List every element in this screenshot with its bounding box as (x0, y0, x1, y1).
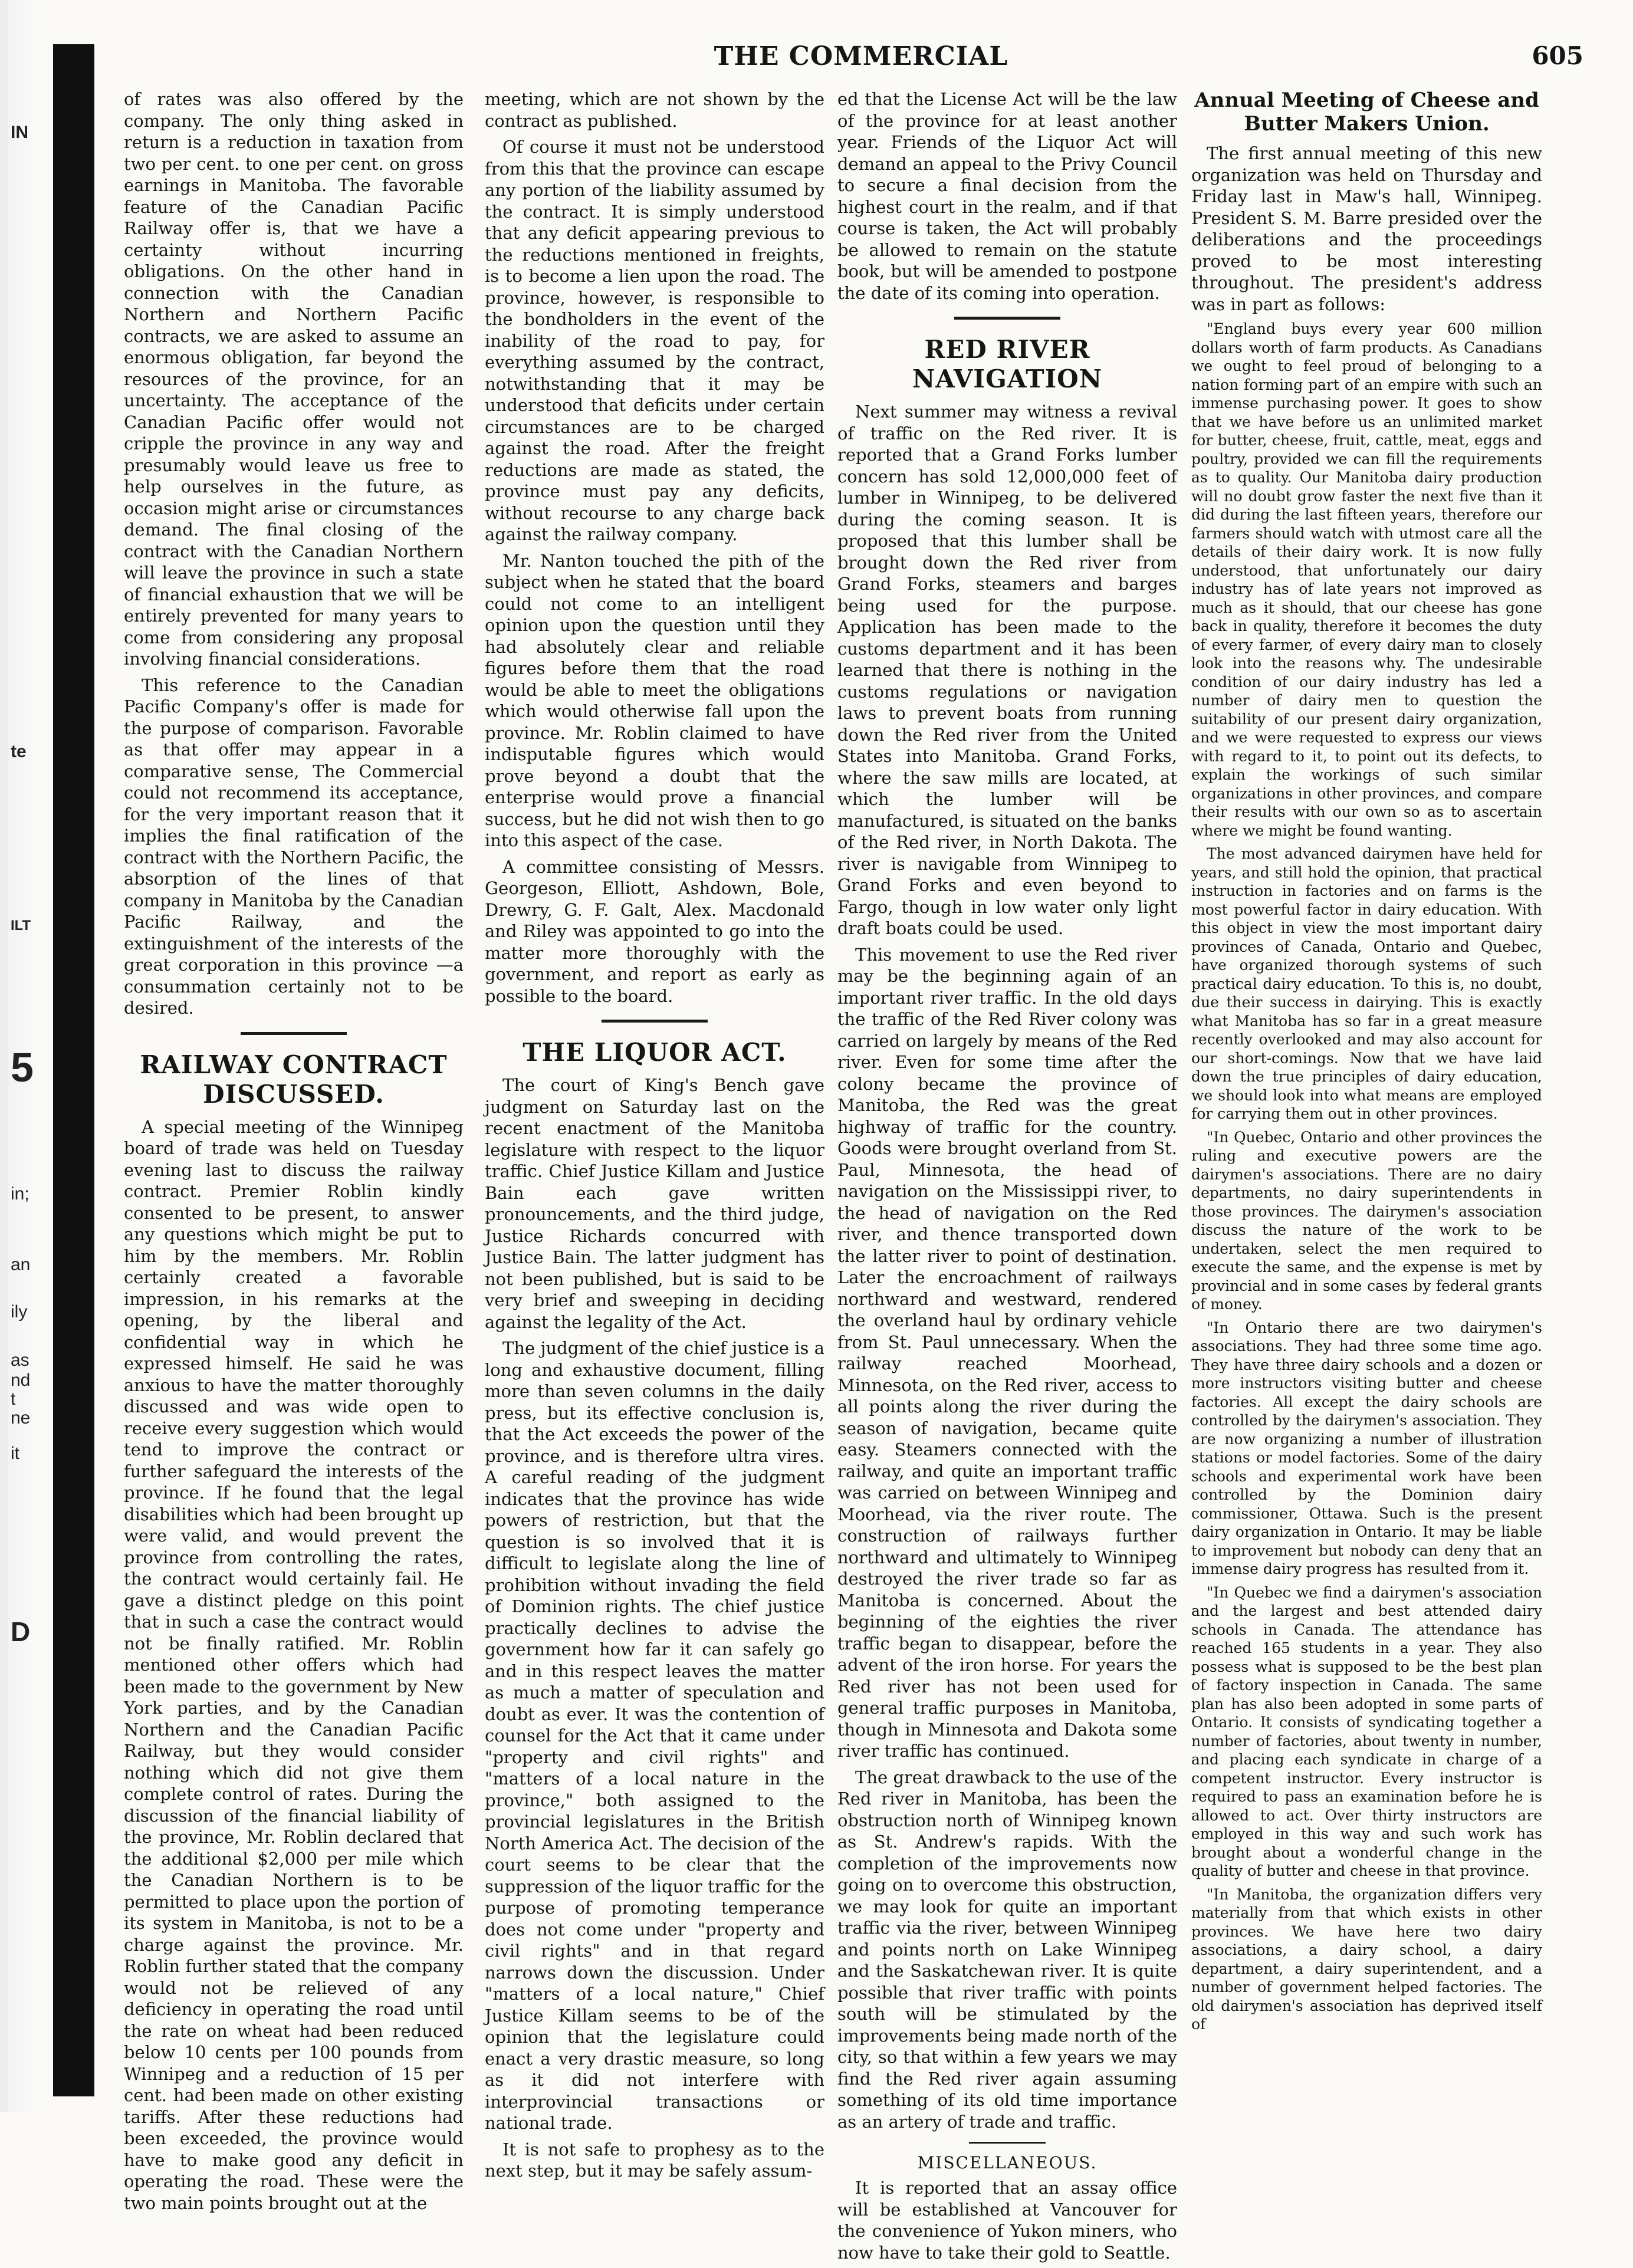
paragraph: The great drawback to the use of the Red river in Manitoba, has been the obstruction north of Winnipeg known as St. Andrew's rapids. With the completion of the improvements now going on to overcome this obstruction, we may look for quite an important traffic via the river, between Winnipeg and points north on Lake Winnipeg and the Saskatchewan river. It is quite possible that river traffic with points south will be stimulated by the improvements being made north of the city, so that within a few years we may find the Red river again assuming something of its old time importance as an artery of trade and traffic. (837, 1767, 1177, 2132)
paragraph: The most advanced dairymen have held for years, and still hold the opinion, that practical instruction in factories and on farms is the most powerful factor in dairy education. With this object in view the most important dairy provinces of Canada, Ontario and Quebec, have organized thorough systems of such practical dairy education. To this is, no doubt, due their success in dairying. This is exactly what Manitoba has so far in a great measure recently overlooked and may also account for our short-comings. Now that we have laid down the true principles of dairy education, we should look into what means are employed for carrying them out in other provinces. (1191, 845, 1542, 1122)
column-4 (1191, 88, 1542, 2039)
margin-fragment: t (11, 1389, 16, 1409)
section-rule (969, 2142, 1046, 2144)
margin-fragment: it (11, 1444, 19, 1463)
column-1 (124, 88, 464, 2218)
section-rule (602, 1020, 708, 1023)
paragraph: "In Quebec, Ontario and other provinces the ruling and executive powers are the dairymen's associations. There are no dairy departments, no dairy superintendents in those provinces. The dairymen's association discuss the nature of the work to be undertaken, select the men required to execute the same, and the expense is met by provincial and in some cases by federal grants of money. (1191, 1128, 1542, 1313)
paragraph: The judgment of the chief justice is a long and exhaustive document, filling more than seven columns in the daily press, but its effective conclusion is, that the Act exceeds the power of the province, and is therefore ultra vires. A careful reading of the judgment indicates that the province has wide powers of restriction, but that the question is so involved that it is difficult to legislate along the line of prohibition without invading the field of Dominion rights. The chief justice practically declines to advise the government how far it can safely go and in this respect leaves the matter as much a matter of speculation and doubt as ever. It was the contention of counsel for the Act that it came under "property and civil rights" and "matters of a local nature in the province," both assigned to the provincial legislatures in the British North America Act. The decision of the court seems to be clear that the suppression of the liquor traffic for the purpose of promoting temperance does not come under "property and civil rights" and in that regard narrows down the discussion. Under "matters of a local nature," Chief Justice Killam seems to be of the opinion that the legislature could enact a very drastic measure, so long as it did not interfere with interprovincial transactions or national trade. (485, 1338, 824, 2133)
article-heading: RED RIVER NAVIGATION (912, 335, 1103, 393)
paragraph: "England buys every year 600 million dollars worth of farm products. As Canadians we ought to feel proud of belonging to a nation forming part of an empire with such an immense purchasing power. It goes to show that we have before us an unlimited market for butter, cheese, fruit, cattle, meat, eggs and poultry, provided we can fill the requirements as to quality. Our Manitoba dairy production will no doubt grow faster the next five than it did during the last fifteen years, therefore our farmers should watch with utmost care all the details of their dairy work. It is now fully understood, that unfortunately our dairy industry has of late years not improved as much as it should, that our cheese has gone back in quality, therefore it becomes the duty of every farmer, of every dairy man to closely look into the reasons why. The undesirable condition of our dairy industry has led a number of dairy men to question the suitability of our present dairy organization, and we were requested to express our views with regard to it, to point out its defects, to explain the workings of such similar organizations in other provinces, and compare their results with our own so as to ascertain where we might be found wanting. (1191, 320, 1542, 839)
margin-fragment: IN (11, 123, 28, 142)
paragraph: meeting, which are not shown by the contract as published. (485, 89, 824, 131)
margin-fragment: nd (11, 1370, 31, 1390)
page-edge (0, 0, 8, 2112)
paragraph: "In Manitoba, the organization differs very materially from that which exists in other provinces. We have here two dairy associations, a dairy school, a dairy department, a dairy superintendent, and a number of government helped factories. The old dairymen's association has deprived itself of (1191, 1885, 1542, 2033)
paragraph: The first annual meeting of this new organization was held on Thursday and Friday last in Maw's hall, Winnipeg. President S. M. Barre presided over the deliberations and the proceedings proved to be most interesting throughout. The president's address was in part as follows: (1191, 143, 1542, 314)
binding-bar (53, 44, 94, 2096)
paragraph: Of course it must not be understood from this that the province can escape any portion of the liability assumed by the contract. It is simply understood that any deficit appearing previous to the reductions mentioned in freights, is to become a lien upon the road. The province, however, is responsible to the bondholders in the event of the inability of the road to pay, for everything assumed by the contract, notwithstanding that it may be understood that deficits under certain circumstances are to be charged against the road. After the freight reductions are made as stated, the province must pay any deficits, without recourse to any charge back against the railway company. (485, 137, 824, 544)
paragraph: This reference to the Canadian Pacific Company's offer is made for the purpose of comparison. Favorable as that offer may appear in a comparative sense, The Commercial could not recommend its acceptance, for the very important reason that it implies the final ratification of the contract with the Northern Pacific, the absorption of the lines of that company in Manitoba by the Canadian Pacific Railway, and the extinguishment of the interests of the great corporation in this province —a consummation certainly not to be desired. (124, 675, 464, 1018)
paragraph: The court of King's Bench gave judgment on Saturday last on the recent enactment of the Manitoba legislature with respect to the liquor traffic. Chief Justice Killam and Justice Bain each gave written pronouncements, and the third judge, Justice Richards concurred with Justice Bain. The latter judgment has not been published, but is said to be very brief and sweeping in deciding against the legality of the Act. (485, 1075, 824, 1332)
section-rule (954, 317, 1060, 320)
section-subheading: MISCELLANEOUS. (917, 2153, 1098, 2172)
margin-fragment: D (11, 1616, 31, 1647)
margin-fragment: ne (11, 1408, 31, 1428)
page-header (94, 18, 1628, 83)
column-3 (837, 88, 1177, 2268)
paragraph: "In Quebec we find a dairymen's association and the largest and best attended dairy schools in Canada. The attendance has reached 165 students in a year. They also possess what is supposed to be the best plan of factory inspection in Canada. The same plan has also been adopted in some parts of Ontario. It consists of syndicating together a number of factories, about twenty in number, and placing each syndicate in charge of a competent instructor. Every instructor is required to pass an examination before he is allowed to act. Over thirty instructors are employed in this way and such work has brought about a wonderful change in the quality of butter and cheese in that province. (1191, 1583, 1542, 1879)
page-number: 605 (1532, 41, 1583, 70)
section-rule (241, 1032, 347, 1035)
paragraph: "In Ontario there are two dairymen's associations. They had three some time ago. They have three dairy schools and a dozen or more instructors visiting butter and cheese factories. All except the dairy schools are controlled by the dairymen's association. They are now organizing a number of illustration stations or model factories. Some of the dairy schools and experimental work have been controlled by the Dominion dairy commissioner, Ottawa. Such is the present dairy organization in Ontario. It may be liable to improvement but nobody can deny that an immense dairy progress has resulted from it. (1191, 1319, 1542, 1577)
margin-fragment: as (11, 1350, 29, 1370)
margin-fragment: te (11, 742, 27, 761)
paragraph: ed that the License Act will be the law of the province for at least another year. Friends of the Liquor Act will demand an appeal to the Privy Council to secure a final decision from the highest court in the realm, and if that course is taken, the Act will probably be allowed to remain on the statute book, but will be amended to postpone the date of its coming into operation. (837, 89, 1177, 303)
margin-fragment: ILT (11, 918, 31, 934)
paragraph: It is not safe to prophesy as to the next step, but it may be safely assum- (485, 2139, 824, 2181)
margin-fragment: 5 (11, 1044, 34, 1090)
paragraph: Mr. Nanton touched the pith of the subject when he stated that the board could not come to an intelligent opinion upon the question until they had absolutely clear and reliable figures before them that the road would be able to meet the obligations which would otherwise fall upon the province. Mr. Roblin claimed to have indisputable figures which would prove beyond a doubt that the enterprise would prove a financial success, but he did not wish then to go into this aspect of the case. (485, 550, 824, 850)
margin-strip (0, 0, 53, 2112)
paragraph: This movement to use the Red river may be the beginning again of an important river traffic. In the old days the traffic of the Red River colony was carried on largely by means of the Red river. Even for some time after the colony became the province of Manitoba, the Red was the great highway of traffic for the country. Goods were brought overland from St. Paul, Minnesota, the head of navigation on the Mississippi river, to the head of navigation on the Red river, and thence transported down the latter river to point of destination. Later the encroachment of railways northward and westward, rendered the overland haul by ordinary vehicle from St. Paul unnecessary. When the railway reached Moorhead, Minnesota, on the Red river, access to all points along the river during the season of navigation, became quite easy. Steamers connected with the railway, and quite an important traffic was carried on between Winnipeg and Moorhead, via the river route. The construction of railways further northward and ultimately to Winnipeg destroyed the river trade so far as Manitoba is concerned. About the beginning of the eighties the river traffic began to disappear, before the advent of the iron horse. For years the Red river has not been used for general traffic purposes in Manitoba, though in Minnesota and Dakota some river traffic has continued. (837, 944, 1177, 1761)
margin-fragment: in; (11, 1184, 29, 1204)
article-heading: Annual Meeting of Cheese and Butter Makers Union. (1194, 88, 1539, 136)
paragraph: Next summer may witness a revival of traffic on the Red river. It is reported that a Grand Forks lumber concern has sold 12,000,000 feet of lumber in Winnipeg, to be delivered during the coming season. It is proposed that this lumber shall be brought down the Red river from Grand Forks, steamers and barges being used for the purpose. Application has been made to the customs department and it has been learned that there is nothing in the customs regulations or navigation laws to prevent boats from running down the Red river from the United States into Manitoba. Grand Forks, where the saw mills are located, at which the lumber will be manufactured, is situated on the banks of the Red river, in North Dakota. The river is navigable from Winnipeg to Grand Forks and even beyond to Fargo, though in low water only light draft boats could be used. (837, 402, 1177, 938)
article-heading: RAILWAY CONTRACT DISCUSSED. (140, 1050, 448, 1109)
paragraph: of rates was also offered by the company. The only thing asked in return is a reduction in taxation from two per cent. to one per cent. on gross earnings in Manitoba. The favorable feature of the Canadian Pacific Railway offer is, that we have a certainty without incurring obligations. On the other hand in connection with the Canadian Northern and Northern Pacific contracts, we are asked to assume an enormous obligation, far beyond the resources of the province, for an uncertainty. The acceptance of the Canadian Pacific offer would not cripple the province in any way and presumably would leave us free to help ourselves in the future, as occasion might arise or circumstances demand. The final closing of the contract with the Canadian Northern will leave the province in such a state of financial exhaustion that we will be entirely prevented for many years to come from considering any proposal involving financial considerations. (124, 89, 464, 669)
running-head: THE COMMERCIAL (714, 41, 1008, 71)
column-2 (485, 88, 824, 2187)
margin-fragment: an (11, 1255, 31, 1274)
margin-fragment: ily (11, 1302, 28, 1322)
paragraph: A committee consisting of Messrs. Georgeson, Elliott, Ashdown, Bole, Drewry, G. F. Galt, Alex. Macdonald and Riley was appointed to go into the matter more thoroughly with the government, and report as early as possible to the board. (485, 856, 824, 1006)
paragraph: A special meeting of the Winnipeg board of trade was held on Tuesday evening last to discuss the railway contract. Premier Roblin kindly consented to be present, to answer any questions which might be put to him by the members. Mr. Roblin certainly created a favorable impression, in his remarks at the opening, by the liberal and confidential way in which he expressed himself. He said he was anxious to have the matter thoroughly discussed and was wide open to receive every suggestion which would tend to improve the contract or further safeguard the interests of the province. If he found that the legal disabilities which had been brought up were valid, and would prevent the province from controlling the rates, the contract would certainly fail. He gave a distinct pledge on this point that in such a case the contract would not be finally ratified. Mr. Roblin mentioned other offers which had been made to the government by New York parties, and by the Canadian Northern and the Canadian Pacific Railway, but they would consider nothing which did not give them complete control of rates. During the discussion of the financial liability of the province, Mr. Roblin declared that the additional $2,000 per mile which the Canadian Northern is to be permitted to place upon the portion of its system in Manitoba, is not to be a charge against the province. Mr. Roblin further stated that the company would not be relieved of any deficiency in operating the road until the rate on wheat had been reduced below 10 cents per 100 pounds from Winnipeg and a reduction of 15 per cent. had been made on other existing tariffs. After these reductions had been exceeded, the province would have to make good any deficit in operating the road. These were the two main points brought out at the (124, 1116, 464, 2213)
article-heading: THE LIQUOR ACT. (523, 1038, 787, 1067)
paragraph: It is reported that an assay office will be established at Vancouver for the convenience of Yukon miners, who now have to take their gold to Seattle. (837, 2178, 1177, 2263)
